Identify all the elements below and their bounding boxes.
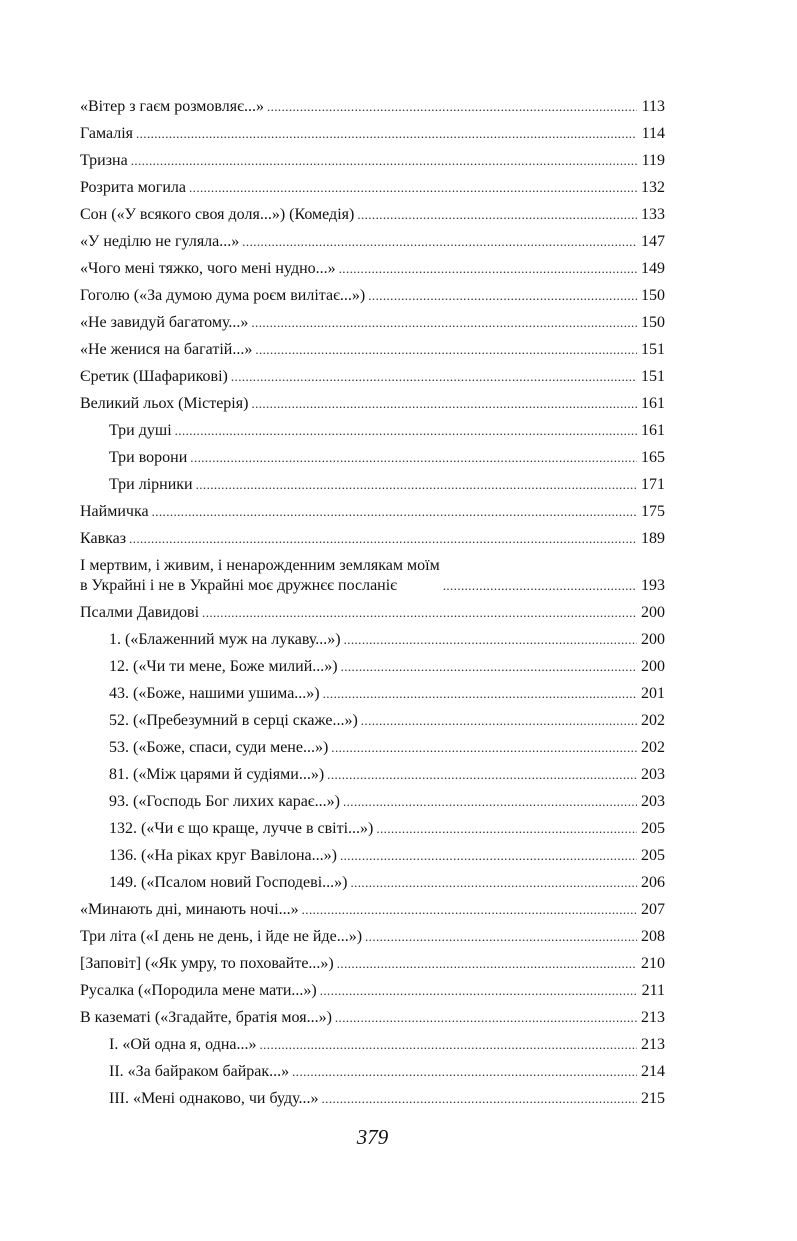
toc-entry-title-group (80, 151, 641, 171)
toc-entry-title: Кавказ (80, 530, 127, 547)
toc-entry (80, 414, 665, 441)
toc-entry-page-number: 151 (641, 341, 665, 358)
toc-entry-page-number: 213 (641, 1009, 665, 1026)
dot-leader (322, 1091, 637, 1105)
dot-leader (129, 531, 637, 545)
toc-entry-title: Три літа («І день не день, і йде не йде...») (80, 928, 363, 945)
toc-entry-title: Розрита могила (80, 179, 187, 196)
dot-leader (344, 632, 637, 646)
toc-entry (80, 920, 665, 947)
toc-entry-page-number: 171 (641, 476, 665, 493)
page-number: 379 (356, 1125, 389, 1149)
toc-entry-title: 43. («Боже, нашими ушима...») (109, 685, 320, 702)
toc-entry-title: Гамалія (80, 125, 133, 142)
toc-entry (80, 198, 665, 225)
toc-entry-title: ІІІ. «Мені однаково, чи буду...» (109, 1090, 319, 1107)
toc-entry-title-group (80, 124, 641, 144)
toc-entry (80, 785, 665, 812)
toc-entry (80, 704, 665, 731)
toc-entry-title-group (80, 603, 641, 623)
toc-entry-page-number: 203 (641, 793, 665, 810)
toc-entry (80, 623, 665, 650)
toc-entry-title-group (109, 1089, 641, 1109)
dot-leader (196, 477, 637, 491)
dot-leader (339, 261, 637, 275)
toc-entry-page-number: 206 (641, 874, 665, 891)
toc-entry-title: 136. («На ріках круг Вавілона...») (109, 847, 337, 864)
dot-leader (361, 713, 637, 727)
toc-entry-title-group (109, 448, 641, 468)
toc-entry (80, 549, 665, 596)
toc-entry (80, 306, 665, 333)
toc-entry-title-group (109, 657, 641, 677)
toc-entry-title-group (109, 421, 641, 441)
toc-entry-page-number: 132 (641, 179, 665, 196)
toc-entry-title-group (109, 630, 641, 650)
toc-entry-title-group (109, 846, 641, 866)
dot-leader (350, 875, 637, 889)
toc-entry (80, 117, 665, 144)
toc-entry-title-group (80, 927, 641, 947)
dot-leader (231, 369, 637, 383)
toc-entry-title-group (109, 684, 641, 704)
toc-entry-title: [Заповіт] («Як умру, то поховайте...») (80, 955, 334, 972)
toc-entry-title-group (80, 529, 641, 549)
toc-entry-title: «Чого мені тяжко, чого мені нудно...» (80, 260, 336, 277)
toc-entry-page-number: 189 (641, 530, 665, 547)
toc-entry-page-number: 193 (641, 577, 665, 594)
toc-entry-title: Гоголю («За думою дума роєм вилітає...») (80, 287, 366, 304)
toc-entry-page-number: 203 (641, 766, 665, 783)
toc-entry-title-group (109, 792, 641, 812)
toc-entry-title: 1. («Блаженний муж на лукаву...») (109, 631, 341, 648)
toc-entry-title: ІІ. «За байраком байрак...» (109, 1063, 290, 1080)
toc-entry (80, 1028, 665, 1055)
toc-entry-title-group (80, 340, 641, 360)
toc-entry-title-group (109, 873, 641, 893)
toc-entry-title: «Не женися на багатій...» (80, 341, 253, 358)
toc-entry (80, 522, 665, 549)
toc-entry-title: «У неділю не гуляла...» (80, 233, 240, 250)
toc-entry-page-number: 119 (641, 152, 665, 169)
toc-entry (80, 171, 665, 198)
toc-entry (80, 866, 665, 893)
toc-entry-page-number: 201 (641, 685, 665, 702)
dot-leader (320, 983, 637, 997)
toc-entry-title: Три душі (109, 422, 172, 439)
toc-entry-title-group (109, 765, 641, 785)
dot-leader (189, 180, 637, 194)
toc-entry-title-group (80, 954, 641, 974)
dot-leader (260, 1037, 638, 1051)
toc-entry-title: В казематі («Згадайте, братія моя...») (80, 1009, 332, 1026)
toc-entry-page-number: 210 (641, 955, 665, 972)
toc-entry-page-number: 113 (641, 98, 665, 115)
toc-entry-title: 132. («Чи є що краще, лучче в світі...») (109, 820, 374, 837)
dot-leader (267, 99, 637, 113)
toc-entry-title-group (80, 259, 641, 279)
toc-entry-title-group (80, 178, 641, 198)
toc-entry-page-number: 213 (641, 1036, 665, 1053)
toc-entry-title: 53. («Боже, спаси, суди мене...») (109, 739, 329, 756)
toc-entry (80, 279, 665, 306)
toc-entry-title: 93. («Господь Бог лихих карає...») (109, 793, 340, 810)
dot-leader (331, 740, 637, 754)
toc-entry-title-group (80, 97, 641, 117)
toc-entry-page-number: 202 (641, 739, 665, 756)
toc-entry-title: І мертвим, і живим, і ненарожденним землякам моїм в Украйні і не в Украйні моє дружнєє посланіє (80, 557, 440, 594)
toc-entry-page-number: 200 (641, 658, 665, 675)
toc-entry-page-number: 200 (641, 631, 665, 648)
toc-entry-page-number: 149 (641, 260, 665, 277)
toc-entry-page-number: 200 (641, 604, 665, 621)
toc-entry (80, 333, 665, 360)
toc-entry-title-group (80, 286, 641, 306)
toc-entry-page-number: 151 (641, 368, 665, 385)
toc-entry-page-number: 150 (641, 314, 665, 331)
toc-entry (80, 360, 665, 387)
toc-entry-page-number: 211 (641, 982, 665, 999)
toc-entry (80, 495, 665, 522)
dot-leader (341, 659, 637, 673)
dot-leader (175, 423, 637, 437)
toc-entry-title: Тризна (80, 152, 128, 169)
dot-leader (365, 929, 637, 943)
toc-entry-title-group (80, 205, 641, 225)
toc-entry-title-group (109, 1035, 641, 1055)
dot-leader (255, 342, 637, 356)
toc-entry-title: «Минають дні, минають ночі...» (80, 901, 299, 918)
toc-entry-page-number: 202 (641, 712, 665, 729)
toc-entry-page-number: 161 (641, 395, 665, 412)
toc-entry (80, 893, 665, 920)
toc-entry (80, 1055, 665, 1082)
toc-entry-title-group (80, 232, 641, 252)
toc-entry (80, 225, 665, 252)
toc-entry (80, 144, 665, 171)
toc-entry (80, 731, 665, 758)
toc-entry-page-number: 175 (641, 503, 665, 520)
toc-entry-title-group (109, 475, 641, 495)
toc-entry (80, 441, 665, 468)
dot-leader (323, 686, 637, 700)
toc-entry-title-group (80, 981, 641, 1001)
toc-entry (80, 1001, 665, 1028)
toc-entry (80, 252, 665, 279)
dot-leader (443, 578, 637, 592)
dot-leader (251, 396, 637, 410)
toc-entry (80, 468, 665, 495)
toc-entry-title: Три лірники (109, 476, 193, 493)
toc-entry-title: «Не завидуй багатому...» (80, 314, 249, 331)
dot-leader (251, 315, 637, 329)
toc-entry-page-number: 150 (641, 287, 665, 304)
dot-leader (136, 126, 637, 140)
toc-entry-page-number: 214 (641, 1063, 665, 1080)
toc-entry-title: 12. («Чи ти мене, Боже милий...») (109, 658, 338, 675)
toc-entry-title: І. «Ой одна я, одна...» (109, 1036, 257, 1053)
dot-leader (152, 504, 637, 518)
dot-leader (302, 902, 637, 916)
toc-entry-title: Русалка («Породила мене мати...») (80, 982, 317, 999)
toc-entry-page-number: 147 (641, 233, 665, 250)
toc-entry-page-number: 215 (641, 1090, 665, 1107)
toc-entry-title-group (109, 711, 641, 731)
toc-entry-page-number: 114 (641, 125, 665, 142)
toc-entry-title: Псалми Давидові (80, 604, 200, 621)
dot-leader (202, 605, 637, 619)
toc-entry-title-group (80, 900, 641, 920)
toc-entry (80, 974, 665, 1001)
dot-leader (327, 767, 637, 781)
toc-entry-title-group (80, 556, 641, 596)
toc-entry (80, 90, 665, 117)
toc-entry-page-number: 205 (641, 847, 665, 864)
toc-entry-title: Три ворони (109, 449, 188, 466)
toc-entry-title-group (80, 1008, 641, 1028)
toc-entry-title-group (109, 738, 641, 758)
dot-leader (292, 1064, 637, 1078)
dot-leader (335, 1010, 637, 1024)
toc-entry-page-number: 207 (641, 901, 665, 918)
toc-entry-title-group (80, 367, 641, 387)
dot-leader (368, 288, 637, 302)
toc-entry (80, 650, 665, 677)
table-of-contents (80, 90, 665, 1109)
toc-entry-title: 52. («Пребезумний в серці скаже...») (109, 712, 358, 729)
dot-leader (131, 153, 637, 167)
toc-entry (80, 947, 665, 974)
dot-leader (337, 956, 637, 970)
toc-entry-title-group (80, 313, 641, 333)
toc-entry-page-number: 208 (641, 928, 665, 945)
toc-entry-title: 149. («Псалом новий Господеві...») (109, 874, 348, 891)
toc-entry-title-group (80, 394, 641, 414)
toc-entry (80, 596, 665, 623)
toc-entry-page-number: 205 (641, 820, 665, 837)
dot-leader (343, 794, 637, 808)
toc-entry-title: Великий льох (Містерія) (80, 395, 249, 412)
toc-entry-title: Єретик (Шафарикові) (80, 368, 228, 385)
toc-entry-title: Сон («У всякого своя доля...») (Комедія) (80, 206, 355, 223)
toc-entry-title: 81. («Між царями й судіями...») (109, 766, 325, 783)
toc-entry-page-number: 161 (641, 422, 665, 439)
toc-entry-title: «Вітер з гаєм розмовляє...» (80, 98, 264, 115)
dot-leader (190, 450, 637, 464)
toc-entry-page-number: 165 (641, 449, 665, 466)
toc-entry-title-group (109, 819, 641, 839)
toc-entry (80, 677, 665, 704)
dot-leader (376, 821, 637, 835)
toc-entry-title-group (109, 1062, 641, 1082)
dot-leader (340, 848, 637, 862)
toc-entry (80, 758, 665, 785)
toc-entry (80, 839, 665, 866)
toc-entry (80, 812, 665, 839)
toc-entry-page-number: 133 (641, 206, 665, 223)
toc-entry (80, 1082, 665, 1109)
dot-leader (357, 207, 637, 221)
toc-entry (80, 387, 665, 414)
dot-leader (242, 234, 637, 248)
toc-entry-title-group (80, 502, 641, 522)
toc-entry-title: Наймичка (80, 503, 149, 520)
